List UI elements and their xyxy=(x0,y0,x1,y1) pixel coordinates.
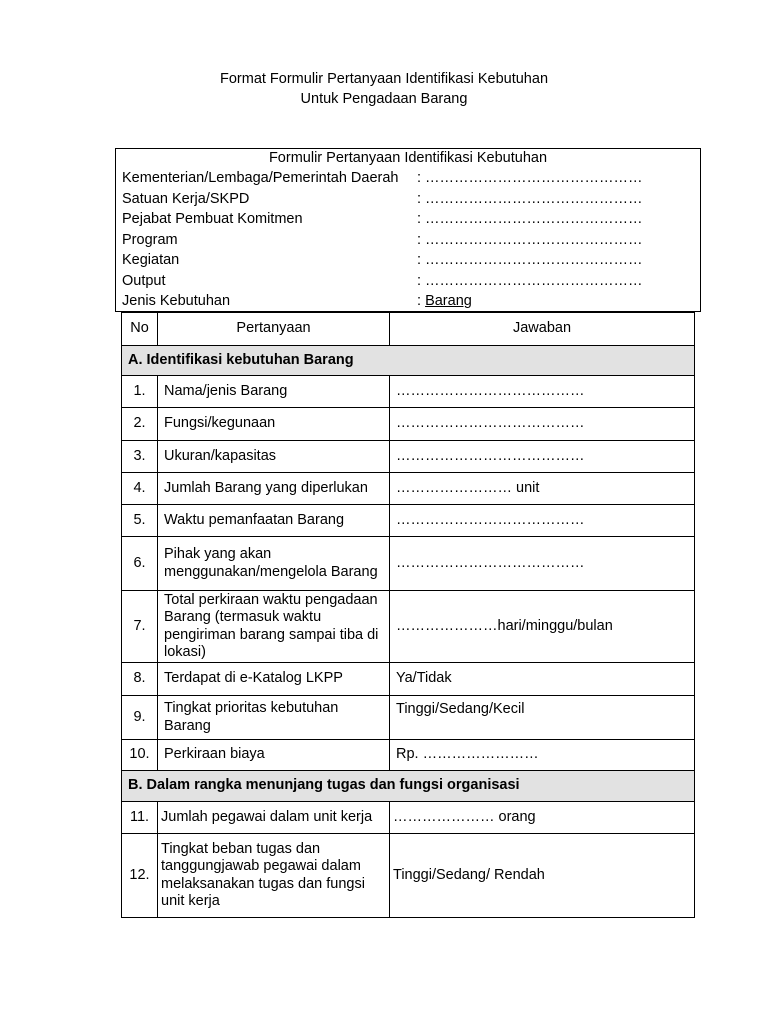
meta-label: Jenis Kebutuhan xyxy=(122,293,231,309)
section-title: A. Identifikasi kebutuhan Barang xyxy=(122,346,695,376)
row-no: 7. xyxy=(122,591,158,663)
meta-value: : ……………………………………… xyxy=(417,272,643,289)
row-question: Fungsi/kegunaan xyxy=(158,408,390,441)
row-answer: ………………………………… xyxy=(390,408,695,441)
row-answer: ………………………………… xyxy=(390,376,695,408)
need-type-value: Barang xyxy=(425,293,472,309)
row-answer: Tinggi/Sedang/Kecil xyxy=(390,696,695,740)
meta-value: : ……………………………………… xyxy=(417,231,643,248)
meta-label: Satuan Kerja/SKPD xyxy=(122,190,250,207)
meta-label: Kementerian/Lembaga/Pemerintah Daerah xyxy=(122,170,399,186)
meta-value: : ……………………………………… xyxy=(417,190,643,207)
meta-value-prefix: : xyxy=(417,293,426,309)
heading-line-1: Format Formulir Pertanyaan Identifikasi Kebutuhan xyxy=(219,71,549,87)
form-title: Formulir Pertanyaan Identifikasi Kebutuhan xyxy=(268,150,548,166)
questions-table xyxy=(121,312,695,918)
table-header-row xyxy=(122,313,695,346)
row-question: Jumlah pegawai dalam unit kerja xyxy=(158,802,390,834)
row-question: Ukuran/kapasitas xyxy=(158,441,390,473)
row-no: 9. xyxy=(122,696,158,740)
row-answer: ………………………………… xyxy=(390,505,695,537)
row-answer: …………………hari/minggu/bulan xyxy=(390,591,695,663)
row-no: 1. xyxy=(122,376,158,408)
header-answer: Jawaban xyxy=(390,313,695,346)
row-question: Waktu pemanfaatan Barang xyxy=(158,505,390,537)
header-no: No xyxy=(122,313,158,346)
section-row-a xyxy=(122,346,695,376)
row-no: 2. xyxy=(122,408,158,441)
section-title: B. Dalam rangka menunjang tugas dan fungsi organisasi xyxy=(122,771,695,802)
table-row xyxy=(122,408,695,441)
meta-label: Pejabat Pembuat Komitmen xyxy=(122,211,303,227)
row-question: Terdapat di e-Katalog LKPP xyxy=(158,663,390,696)
row-question: Tingkat prioritas kebutuhan Barang xyxy=(158,696,390,740)
row-answer: …………………… unit xyxy=(390,473,695,505)
section-row-b xyxy=(122,771,695,802)
table-row xyxy=(122,696,695,740)
row-no: 8. xyxy=(122,663,158,696)
meta-row-commitment-officer xyxy=(116,209,700,230)
row-answer: Rp. …………………… xyxy=(390,740,695,771)
row-question: Tingkat beban tugas dan tanggungjawab pegawai dalam melaksanakan tugas dan fungsi unit kerja xyxy=(158,834,390,918)
table-row xyxy=(122,834,695,918)
meta-row-program xyxy=(116,230,700,251)
row-question: Perkiraan biaya xyxy=(158,740,390,771)
row-question: Pihak yang akan menggunakan/mengelola Barang xyxy=(158,537,390,591)
row-no: 3. xyxy=(122,441,158,473)
header-question: Pertanyaan xyxy=(158,313,390,346)
table-row xyxy=(122,441,695,473)
row-answer: ………………… orang xyxy=(390,802,695,834)
table-row xyxy=(122,663,695,696)
document-heading xyxy=(0,69,768,109)
row-answer: Tinggi/Sedang/ Rendah xyxy=(390,834,695,918)
row-no: 6. xyxy=(122,537,158,591)
meta-label: Kegiatan xyxy=(122,252,180,268)
meta-row-work-unit xyxy=(116,189,700,210)
table-row xyxy=(122,802,695,834)
meta-value: : ……………………………………… xyxy=(417,170,643,186)
row-no: 10. xyxy=(122,740,158,771)
row-no: 12. xyxy=(122,834,158,918)
meta-row-ministry xyxy=(116,168,700,189)
row-no: 4. xyxy=(122,473,158,505)
row-question: Jumlah Barang yang diperlukan xyxy=(158,473,390,505)
table-row xyxy=(122,537,695,591)
row-answer: Ya/Tidak xyxy=(390,663,695,696)
table-row xyxy=(122,505,695,537)
meta-value: : ……………………………………… xyxy=(417,211,643,227)
table-row xyxy=(122,740,695,771)
row-question: Nama/jenis Barang xyxy=(158,376,390,408)
table-row xyxy=(122,376,695,408)
table-row xyxy=(122,591,695,663)
heading-line-2: Untuk Pengadaan Barang xyxy=(300,91,468,107)
meta-label: Program xyxy=(122,231,178,248)
row-no: 5. xyxy=(122,505,158,537)
meta-label: Output xyxy=(122,272,166,289)
row-no: 11. xyxy=(122,802,158,834)
meta-value: : ……………………………………… xyxy=(417,252,643,268)
meta-row-activity xyxy=(116,250,700,271)
meta-value xyxy=(417,291,472,312)
row-question: Total perkiraan waktu pengadaan Barang (termasuk waktu pengiriman barang sampai tiba di lokasi) xyxy=(158,591,390,663)
form-header-box xyxy=(115,148,701,312)
row-answer: ………………………………… xyxy=(390,537,695,591)
row-answer: ………………………………… xyxy=(390,441,695,473)
meta-row-need-type xyxy=(116,291,700,312)
meta-row-output xyxy=(116,271,700,292)
table-row xyxy=(122,473,695,505)
